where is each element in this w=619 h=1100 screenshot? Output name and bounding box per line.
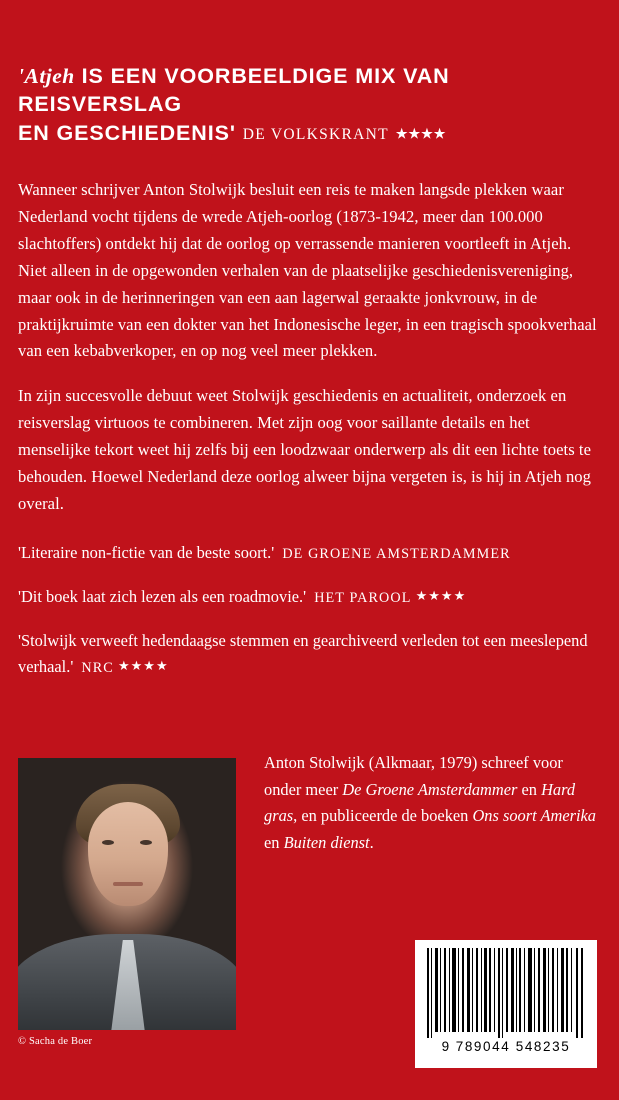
portrait-eye-right [140, 840, 152, 845]
press-quote-text: 'Stolwijk verweeft hedendaagse stemmen en gearchiveerd verleden tot een meeslepend verhaal.' [18, 631, 588, 676]
author-portrait-photo [18, 758, 236, 1030]
author-bio-title-1: De Groene Amsterdammer [342, 779, 518, 799]
press-quote-outlet: HET PAROOL [314, 590, 412, 607]
barcode-bars [425, 948, 587, 1038]
headline-line1-rest: IS EEN VOORBEELDIGE MIX VAN REISVERSLAG [18, 64, 450, 117]
author-bio-title-2: Hard gras [264, 779, 576, 826]
blurb [18, 177, 601, 518]
blurb-paragraph-2: In zijn succesvolle debuut weet Stolwijk geschiedenis en actualiteit, onderzoek en reisverslag virtuoos te combineren. Met zijn oog voor saillante details en het menselijke tekort weet hij zelfs bij een loodzwaar onderwerp als dit een lichte toets te behouden. Hoewel Nederland deze oorlog alweer bijna vergeten is, is hij in Atjeh nog overal. [18, 386, 591, 513]
barcode-number [425, 1039, 587, 1054]
author-bio-part-1: Anton Stolwijk (Alkmaar, 1979) schreef voor onder meer [264, 753, 563, 799]
portrait-face [88, 802, 168, 906]
barcode-block [415, 940, 597, 1068]
author-bio [264, 750, 601, 856]
headline-stars: ★★★★ [395, 125, 447, 141]
author-bio-title-4: Buiten dienst [283, 832, 370, 852]
press-quotes [18, 540, 601, 680]
author-bio-part-5: . [369, 832, 374, 852]
blurb-paragraph-1: Wanneer schrijver Anton Stolwijk besluit een reis te maken langsde plekken waar Nederland vocht tijdens de wrede Atjeh-oorlog (1873-1942, meer dan 100.000 slachtoffers) ontdekt hij dat de oorlog op verrassende manieren voortleeft in Atjeh. Niet alleen in de opgewonden verhalen van de plaatselijke geschiedenisvereniging, maar ook in de herinneringen van een aan lagerwal geraakte jonkvrouw, in de praktijkruimte van een dokter van het Indonesische leger, in een tragisch spookverhaal van een kebabverkoper, en op nog veel meer plekken. [18, 180, 597, 361]
author-bio-part-2: en [517, 779, 542, 799]
headline-source: DE VOLKSKRANT [242, 125, 389, 143]
author-bio-title-3: Ons soort Amerika [472, 806, 597, 826]
press-quote-stars: ★★★★ [117, 657, 169, 673]
barcode-digits: 789044 548235 [455, 1039, 571, 1054]
author-photo-block [18, 758, 236, 1047]
photo-credit: © Sacha de Boer [18, 1036, 93, 1047]
press-quote-outlet: NRC [81, 659, 114, 676]
headline-line2: EN GESCHIEDENIS' [18, 120, 236, 145]
press-quote-item [18, 584, 601, 609]
author-bio-part-3: , en publiceerde de boeken [293, 806, 473, 826]
headline-quote [18, 62, 601, 147]
portrait-mouth [113, 882, 143, 886]
portrait-eye-left [102, 840, 114, 845]
press-quote-item [18, 628, 601, 679]
barcode-lead-digit: 9 [441, 1039, 451, 1054]
press-quote-text: 'Dit boek laat zich lezen als een roadmovie.' [18, 587, 307, 607]
press-quote-stars: ★★★★ [415, 588, 467, 604]
author-bio-part-4: en [264, 832, 284, 852]
press-quote-outlet: DE GROENE AMSTERDAMMER [282, 545, 511, 562]
press-quote-text: 'Literaire non-fictie van de beste soort.' [18, 542, 275, 562]
press-quote-item [18, 540, 601, 565]
headline-italic-word: 'Atjeh [18, 64, 75, 88]
